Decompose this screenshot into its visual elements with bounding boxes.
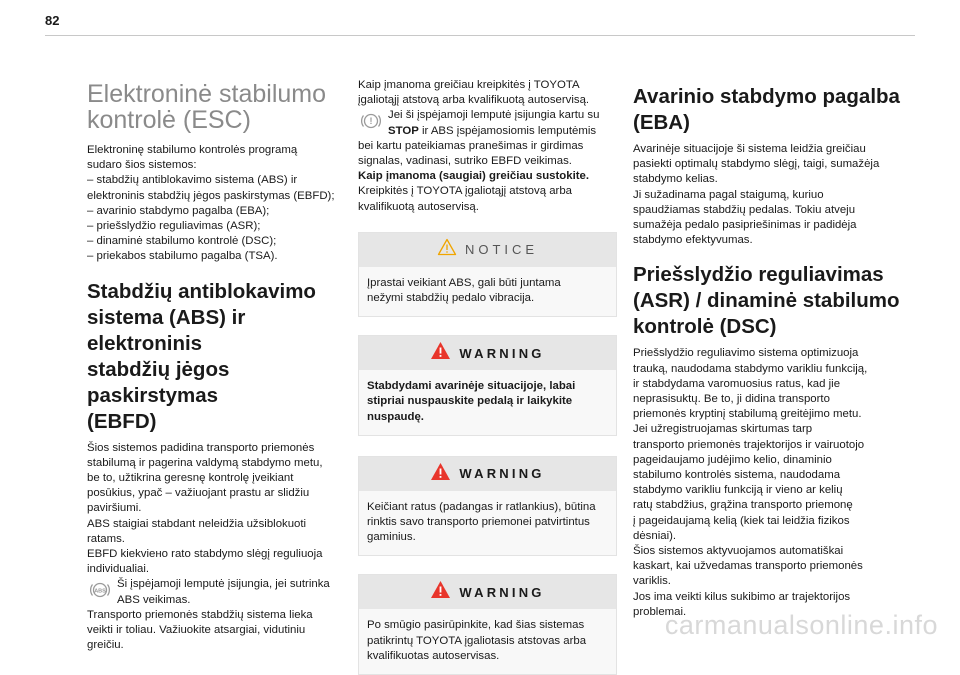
- text-line: veikti ir toliau. Važiuokite atsargiai, vidutiniu: [87, 624, 306, 637]
- text-line: stabilumą ir pagerina valdymą stabdymo metu,: [87, 456, 323, 469]
- text-line: stabdymo varikliu funkciją ir vieno ar kelių: [633, 484, 843, 497]
- text-line: kvalifikuotas autoservisas.: [367, 649, 500, 662]
- text-line: Šios sistemos aktyvuojamos automatiškai: [633, 545, 844, 558]
- text-fragment: ir ABS įspėjamosiomis lemputėmis: [418, 124, 597, 137]
- eba-heading: [633, 84, 905, 136]
- svg-text:!: !: [369, 116, 373, 127]
- text-line: be to, užtikrina geresnę kontrolę įveikiant: [87, 472, 294, 485]
- warning-box: [358, 335, 617, 436]
- text-line: ratams.: [87, 532, 125, 545]
- text-line: Įprastai veikiant ABS, gali būti juntama: [367, 276, 561, 289]
- warning-label: WARNING: [459, 466, 545, 482]
- text-line: [388, 124, 617, 139]
- ebfd-body: [358, 78, 617, 215]
- esc-heading: [87, 81, 347, 133]
- text-line: pasiekti optimalų stabdymo slėgį, taigi, sumažėja: [633, 158, 880, 171]
- stop-label: STOP: [388, 124, 419, 137]
- text-line: dėsniai).: [633, 529, 677, 542]
- text-line: Transporto priemonės stabdžių sistema lieka: [87, 608, 313, 621]
- text-line: kaskart, kai užvedamas transporto priemonės: [633, 560, 863, 573]
- abs-heading-line: sistema (ABS) ir elektroninis: [87, 305, 246, 355]
- text-line: ABS veikimas.: [117, 593, 191, 606]
- text-line: – dinaminė stabilumo kontrolė (DSC);: [87, 235, 277, 248]
- text-line: problemai.: [633, 605, 687, 618]
- text-line: ABS staigiai stabdant neleidžia užsiblokuoti: [87, 517, 307, 530]
- text-line: – priekabos stabilumo pagalba (TSA).: [87, 250, 278, 263]
- asr-heading-line: kontrolė (DSC): [633, 315, 777, 339]
- warning-box: [358, 574, 617, 675]
- warning-body: [359, 370, 616, 435]
- warning-icon: [430, 580, 451, 604]
- esc-heading-line: Elektroninė stabilumo: [87, 80, 327, 108]
- text-line: Avarinėje situacijoje ši sistema leidžia greičiau: [633, 143, 866, 155]
- warning-box: [358, 456, 617, 557]
- warning-header: [359, 575, 616, 609]
- svg-text:ABS: ABS: [94, 588, 106, 595]
- brake-warning-lamp-icon: [359, 109, 383, 138]
- text-line: stabdymo efektyvumas.: [633, 234, 753, 247]
- notice-box: [358, 232, 617, 317]
- text-line: Jei ši įspėjamoji lemputė įsijungia kartu su: [388, 109, 600, 122]
- text-line: bei kartu pateikiamas pranešimas ir girdimas: [358, 139, 584, 152]
- notice-header: [359, 233, 616, 267]
- text-line: Kreipkitės į TOYOTA įgaliotąjį atstovą arba: [358, 185, 572, 198]
- text-line: gaminius.: [367, 531, 416, 544]
- text-line: pageidaujamo judėjimo kelio, dinaminio: [633, 453, 832, 466]
- abs-lamp-note: [87, 577, 347, 607]
- text-line: sudaro šios sistemos:: [87, 159, 197, 172]
- esc-heading-line: kontrolė (ESC): [87, 106, 251, 134]
- warning-header: [359, 457, 616, 491]
- notice-icon: [437, 238, 457, 261]
- text-line: paviršiumi.: [87, 502, 142, 515]
- abs-heading-line: Stabdžių antiblokavimo: [87, 279, 316, 303]
- text-line: Šios sistemos padidina transporto priemonės: [87, 441, 315, 454]
- text-line: ratų stabdžius, grąžina transporto priemonę: [633, 499, 853, 512]
- column-1: [87, 78, 347, 653]
- text-line: Stabdydami avarinėje situacijoje, labai: [367, 380, 576, 393]
- text-line: Keičiant ratus (padangas ir ratlankius), būtina: [367, 500, 596, 513]
- header-rule: [45, 35, 915, 36]
- warning-body: [359, 491, 616, 556]
- text-line: į pageidaujamą kelią (kiek tai leidžia fizikos: [633, 514, 850, 527]
- text-line: priemonės kryptinį stabilumą greitėjimo metu.: [633, 408, 862, 421]
- text-line: nežymi stabdžių pedalo vibracija.: [367, 292, 535, 305]
- text-line: patikrintų TOYOTA įgaliotasis atstovas arba: [367, 634, 587, 647]
- column-2: [358, 78, 617, 675]
- abs-body: [87, 441, 347, 654]
- eba-heading-line: (EBA): [633, 111, 690, 134]
- text-line: – stabdžių antiblokavimo sistema (ABS) ir: [87, 174, 298, 187]
- text-line: neprasisuktų. Be to, ji didina transporto: [633, 393, 830, 406]
- notice-body: [359, 267, 616, 316]
- text-line: transporto priemonės trajektorijos ir vairuotojo: [633, 438, 865, 451]
- eba-body: [633, 142, 905, 248]
- warning-header: [359, 336, 616, 370]
- text-line: elektroninis stabdžių jėgos paskirstymas (EBFD);: [87, 189, 335, 202]
- text-line: įgaliotąjį atstovą arba kvalifikuotą autoservisą.: [358, 94, 590, 107]
- text-line: trauką, naudodama stabdymo varikliu funkciją,: [633, 362, 868, 375]
- text-line: Ji sužadinama pagal staigumą, kuriuo: [633, 188, 824, 201]
- eba-heading-line: Avarinio stabdymo pagalba: [633, 85, 900, 108]
- abs-heading: [87, 279, 347, 435]
- text-line: stipriai nuspauskite pedalą ir laikykite: [367, 395, 573, 408]
- text-line: variklis.: [633, 575, 671, 588]
- text-line: individualiai.: [87, 563, 150, 576]
- text-line: signalas, vadinasi, sutriko EBFD veikimas.: [358, 155, 572, 168]
- notice-label: NOTICE: [464, 242, 539, 258]
- text-line: rinktis savo transporto priemonei patvirtintus: [367, 516, 590, 529]
- abs-heading-line: stabdžių jėgos paskirstymas: [87, 357, 230, 407]
- text-line: Ši įspėjamoji lemputė įsijungia, jei sutrinka: [117, 578, 330, 591]
- brake-lamp-note: [358, 108, 617, 138]
- text-line: ir stabdydama varomuosius ratus, kad jie: [633, 377, 841, 390]
- warning-icon: [430, 341, 451, 365]
- text-line: Jei užregistruojamas skirtumas tarp: [633, 423, 813, 436]
- warning-icon: [430, 462, 451, 486]
- text-line: Kaip įmanoma greičiau kreipkitės į TOYOTA: [358, 79, 580, 91]
- text-line: sumažėja pedalo pasipriešinimas ir padidėja: [633, 219, 857, 232]
- bold-instruction: Kaip įmanoma (saugiai) greičiau sustokite.: [358, 170, 590, 183]
- watermark: carmanualsonline.info: [664, 610, 938, 640]
- text-line: Po smūgio pasirūpinkite, kad šias sistemas: [367, 619, 585, 632]
- text-line: posūkius, ypač – važiuojant prastu ar slidžiu: [87, 487, 310, 500]
- page-number: 82: [45, 13, 60, 28]
- esc-body: [87, 143, 347, 265]
- text-line: nuspaudę.: [367, 410, 424, 423]
- abs-heading-line: (EBFD): [87, 409, 157, 433]
- warning-label: WARNING: [459, 345, 545, 361]
- text-line: Elektroninę stabilumo kontrolės programą: [87, 144, 298, 156]
- abs-warning-lamp-icon: [88, 578, 112, 607]
- text-line: EBFD kiekviено rato stabdymo slėgį reguliuoja: [87, 548, 323, 561]
- text-line: – priešslydžio reguliavimas (ASR);: [87, 220, 261, 233]
- text-line: – avarinio stabdymo pagalba (EBA);: [87, 204, 270, 217]
- text-line: stabdymo kelias.: [633, 173, 718, 186]
- text-line: kvalifikuotą autoservisą.: [358, 200, 479, 213]
- text-line: Jos ima veikti kilus sukibimo ar trajektorijos: [633, 590, 851, 603]
- asr-heading: [633, 262, 905, 340]
- warning-body: [359, 609, 616, 674]
- text-line: stabilumo kontrolės sistema, naudodama: [633, 469, 841, 482]
- asr-body: [633, 346, 905, 620]
- warning-label: WARNING: [459, 584, 545, 600]
- text-line: Priešslydžio reguliavimo sistema optimizuoja: [633, 347, 859, 360]
- text-line: spaudžiamas stabdžių pedalas. Tokiu atveju: [633, 203, 856, 216]
- text-line: greičiu.: [87, 639, 124, 652]
- column-3: [633, 78, 905, 620]
- asr-heading-line: (ASR) / dinaminė stabilumo: [633, 289, 900, 313]
- asr-heading-line: Priešslydžio reguliavimas: [633, 263, 884, 287]
